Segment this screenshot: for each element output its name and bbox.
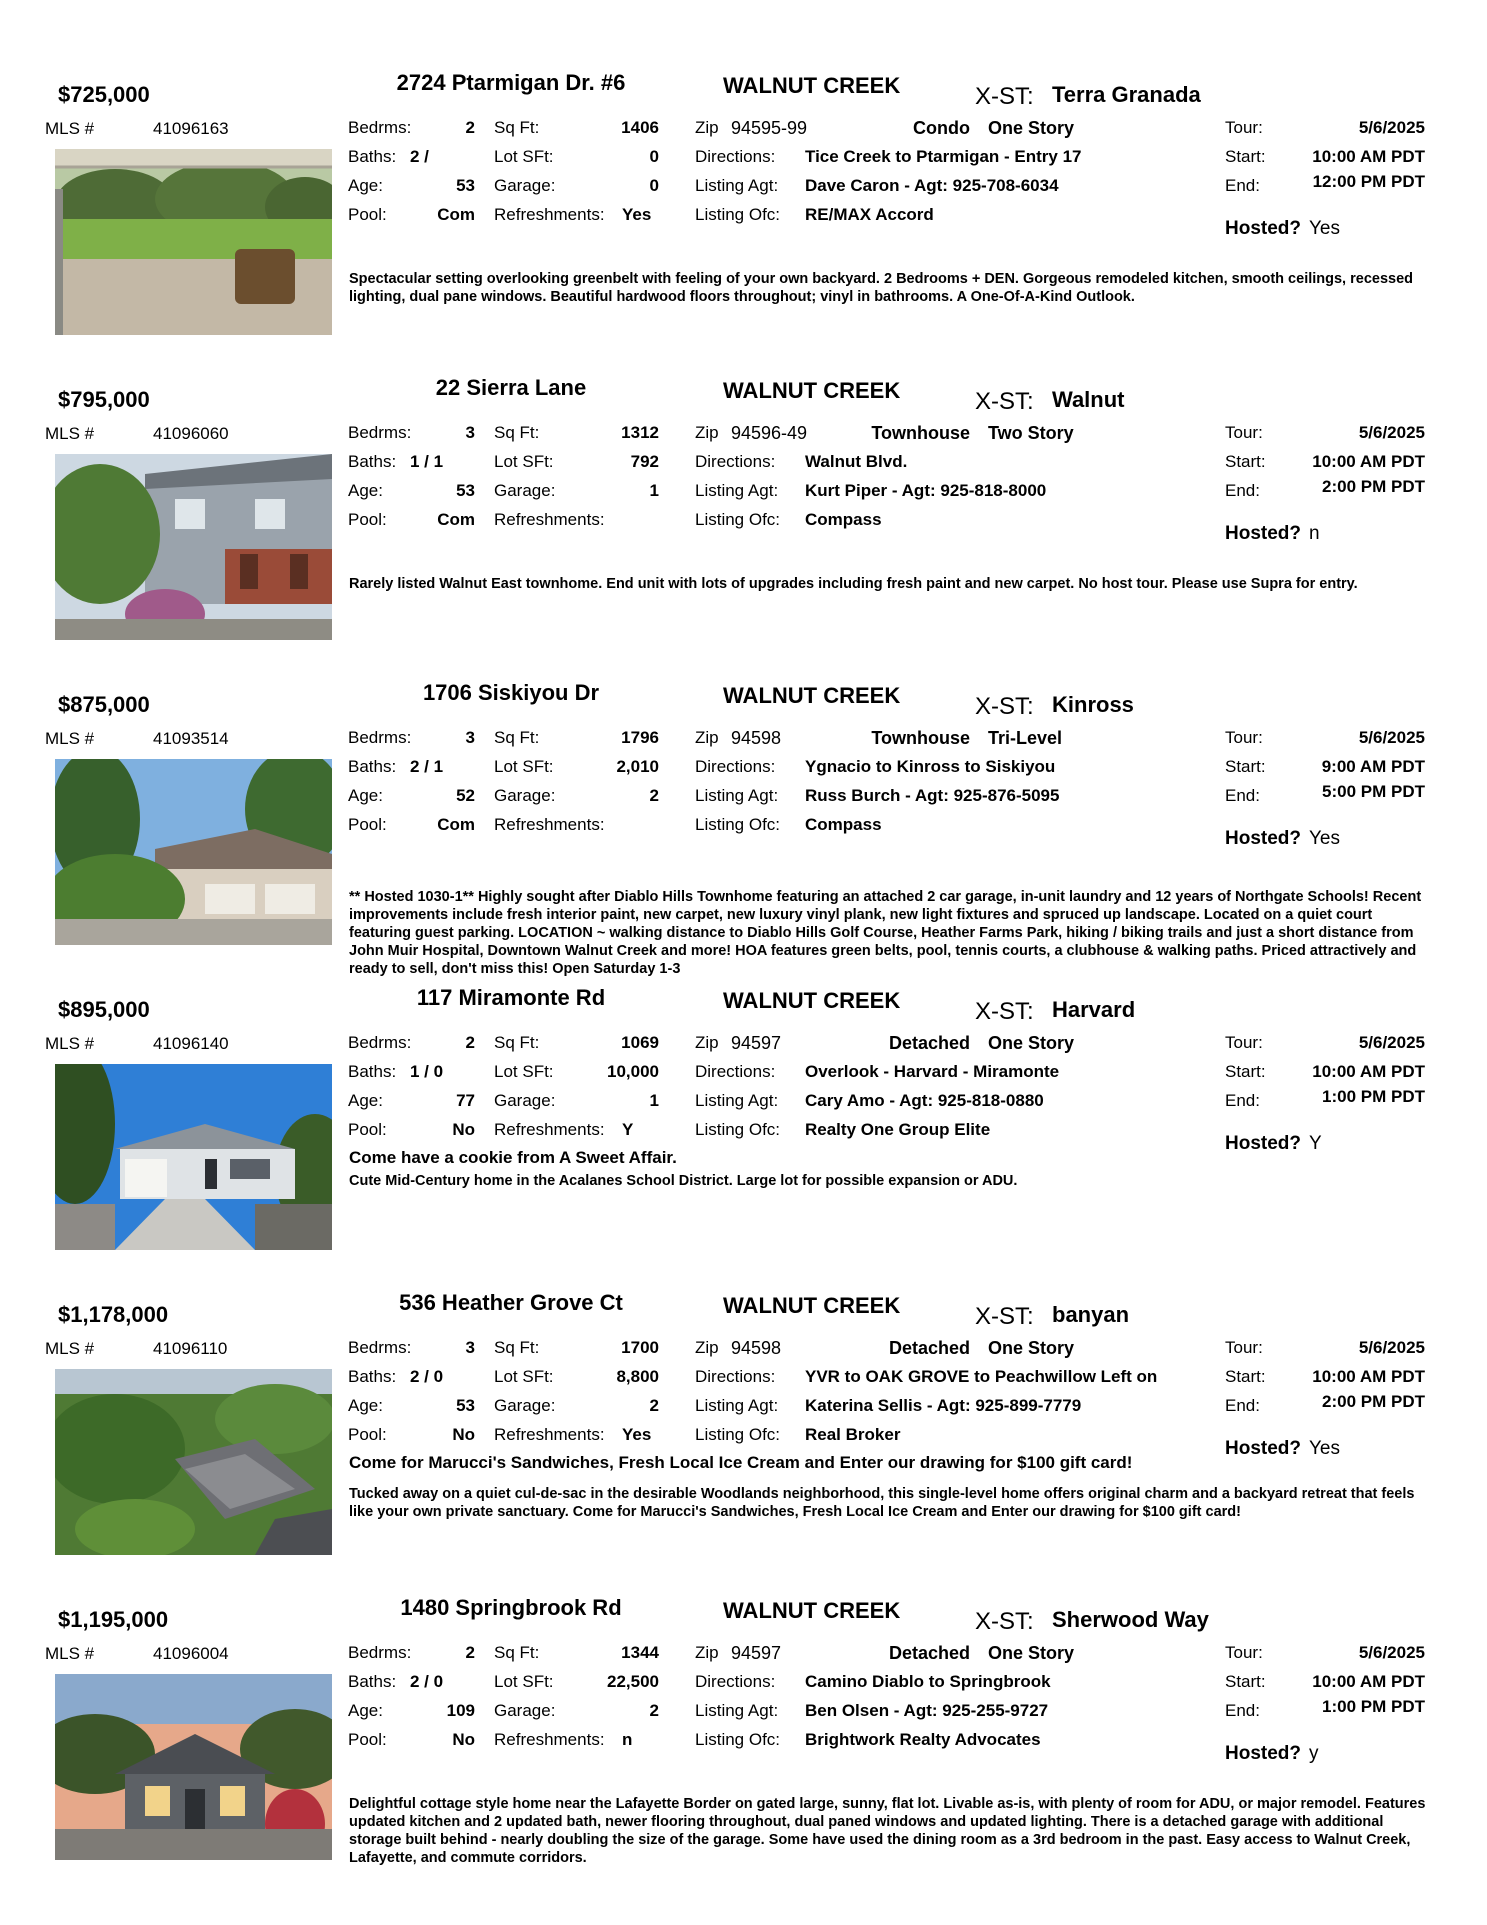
mls-number: 41096110: [153, 1339, 228, 1358]
start-label: Start:: [1225, 147, 1266, 166]
bedrms-value: 2: [465, 1033, 475, 1052]
start-time: 9:00 AM PDT: [1321, 757, 1425, 776]
sqft-label: Sq Ft:: [494, 1033, 540, 1052]
hosted-label: Hosted?: [1225, 523, 1301, 544]
pool-label: Pool:: [348, 1120, 387, 1139]
cross-street-label: X-ST:: [975, 83, 1034, 110]
listing-city: WALNUT CREEK: [723, 378, 901, 403]
garage-label: Garage:: [494, 176, 556, 195]
cross-street-label: X-ST:: [975, 1608, 1034, 1635]
refreshments-label: Refreshments:: [494, 510, 605, 529]
cross-street-label: X-ST:: [975, 1303, 1034, 1330]
end-time: 5:00 PM PDT: [1322, 782, 1425, 801]
listing-price: $795,000: [58, 387, 150, 412]
end-label: End:: [1225, 1396, 1260, 1415]
listing-photo: [55, 759, 332, 945]
listing-agent-value: Russ Burch - Agt: 925-876-5095: [805, 786, 1060, 805]
sqft-label: Sq Ft:: [494, 728, 540, 747]
refreshments-label: Refreshments:: [494, 1120, 605, 1139]
listing: [0, 70, 1487, 370]
hosted-label: Hosted?: [1225, 1133, 1301, 1154]
property-type: Detached: [888, 1338, 970, 1358]
listing-description: ** Hosted 1030-1** Highly sought after Diablo Hills Townhome featuring an attached 2 car garage, in-unit laundry and 12 years of Northgate Schools! Recent improvements include fresh interior paint, new carpet, new luxury vinyl plank, new light fixtures and spruced up landscape. Located on a quiet court featuring guest parking. LOCATION ~ walking distance to Diablo Hills Golf Course, Heather Farms Park, hiking / biking trails and just a short distance from John Muir Hospital, Downtown Walnut Creek and more! HOA features green belts, pool, tennis courts, a clubhouse & walking paths. Priced attractively and ready to sell, don't miss this! Open Saturday 1-3: [349, 889, 1422, 977]
age-value: 53: [456, 1396, 475, 1415]
listing-photo: [55, 1369, 332, 1555]
listing-agent-label: Listing Agt:: [695, 1091, 779, 1110]
directions-value: Camino Diablo to Springbrook: [805, 1672, 1051, 1691]
listing-city: WALNUT CREEK: [723, 1293, 901, 1318]
zip-value: 94595-99: [731, 118, 808, 138]
zip-value: 94597: [731, 1643, 782, 1663]
zip-label: Zip: [695, 1338, 719, 1357]
listing-description: Spectacular setting overlooking greenbelt with feeling of your own backyard. 2 Bedrooms + DEN. Gorgeous remodeled kitchen, smooth ceilings, recessed lighting, dual pane windows. Beautiful hardwood floors throughout; vinyl in bathrooms. A One-Of-A-Kind Outlook.: [349, 271, 1413, 305]
garage-value: 2: [649, 1701, 659, 1720]
hosted-value: Yes: [1309, 828, 1340, 849]
property-type: Condo: [913, 118, 970, 138]
zip-value: 94597: [731, 1033, 782, 1053]
hosted-label: Hosted?: [1225, 828, 1301, 849]
hosted-label: Hosted?: [1225, 1438, 1301, 1459]
cross-street-label: X-ST:: [975, 693, 1034, 720]
refreshments-label: Refreshments:: [494, 815, 605, 834]
lot-value: 0: [649, 147, 659, 166]
listing-office-value: Real Broker: [805, 1425, 901, 1444]
zip-label: Zip: [695, 728, 719, 747]
listing-price: $725,000: [58, 82, 150, 107]
property-style: One Story: [988, 1338, 1075, 1358]
baths-value: 1 / 0: [410, 1062, 444, 1081]
property-type: Townhouse: [871, 728, 970, 748]
hosted-row: [1225, 1438, 1340, 1460]
sqft-value: 1069: [621, 1033, 659, 1052]
bedrms-label: Bedrms:: [348, 1033, 412, 1052]
hosted-row: [1225, 218, 1340, 240]
zip-value: 94598: [731, 1338, 782, 1358]
hosted-value: Yes: [1309, 218, 1340, 239]
hosted-row: [1225, 1133, 1322, 1155]
property-type: Detached: [888, 1033, 970, 1053]
lot-label: Lot SFt:: [494, 452, 554, 471]
lot-label: Lot SFt:: [494, 1672, 554, 1691]
mls-label: MLS #: [45, 1034, 95, 1053]
age-label: Age:: [348, 176, 383, 195]
mls-label: MLS #: [45, 424, 95, 443]
garage-value: 0: [649, 176, 659, 195]
zip-value: 94596-49: [731, 423, 808, 443]
listing-address: 1480 Springbrook Rd: [400, 1595, 622, 1620]
end-label: End:: [1225, 176, 1260, 195]
hosted-row: [1225, 828, 1340, 850]
lot-label: Lot SFt:: [494, 1062, 554, 1081]
age-label: Age:: [348, 1701, 383, 1720]
cross-street: Terra Granada: [1052, 82, 1201, 107]
sqft-value: 1312: [621, 423, 659, 442]
baths-label: Baths:: [348, 147, 397, 166]
baths-label: Baths:: [348, 1672, 397, 1691]
cross-street-label: X-ST:: [975, 998, 1034, 1025]
listing-price: $895,000: [58, 997, 150, 1022]
sqft-value: 1700: [621, 1338, 659, 1357]
bedrms-value: 3: [465, 423, 475, 442]
age-label: Age:: [348, 786, 383, 805]
listing-office-label: Listing Ofc:: [695, 1120, 781, 1139]
mls-number: 41093514: [153, 729, 229, 748]
pool-label: Pool:: [348, 510, 387, 529]
listing-headline: Come for Marucci's Sandwiches, Fresh Local Ice Cream and Enter our drawing for $100 gift card!: [349, 1453, 1133, 1472]
mls-label: MLS #: [45, 729, 95, 748]
listing-agent-value: Cary Amo - Agt: 925-818-0880: [805, 1091, 1044, 1110]
listing-address: 22 Sierra Lane: [435, 375, 587, 400]
listing-agent-label: Listing Agt:: [695, 1701, 779, 1720]
listing-agent-label: Listing Agt:: [695, 481, 779, 500]
hosted-row: [1225, 1743, 1319, 1765]
start-time: 10:00 AM PDT: [1312, 452, 1425, 471]
refreshments-label: Refreshments:: [494, 1730, 605, 1749]
directions-value: Tice Creek to Ptarmigan - Entry 17: [805, 147, 1082, 166]
pool-value: No: [452, 1120, 475, 1139]
refreshments-label: Refreshments:: [494, 1425, 605, 1444]
pool-label: Pool:: [348, 1425, 387, 1444]
start-label: Start:: [1225, 757, 1266, 776]
directions-label: Directions:: [695, 1367, 776, 1386]
tour-date: 5/6/2025: [1358, 423, 1425, 442]
garage-value: 2: [649, 1396, 659, 1415]
property-style: One Story: [988, 1643, 1075, 1663]
refreshments-label: Refreshments:: [494, 205, 605, 224]
cross-street: Kinross: [1052, 692, 1134, 717]
start-label: Start:: [1225, 1672, 1266, 1691]
bedrms-label: Bedrms:: [348, 423, 412, 442]
listing-office-value: Realty One Group Elite: [805, 1120, 991, 1139]
tour-label: Tour:: [1225, 1338, 1263, 1357]
listing-agent-value: Katerina Sellis - Agt: 925-899-7779: [805, 1396, 1082, 1415]
property-style: Two Story: [988, 423, 1074, 443]
lot-label: Lot SFt:: [494, 1367, 554, 1386]
listing-photo: [55, 149, 332, 335]
listing-agent-label: Listing Agt:: [695, 786, 779, 805]
lot-label: Lot SFt:: [494, 757, 554, 776]
tour-date: 5/6/2025: [1358, 118, 1425, 137]
mls-number: 41096140: [153, 1034, 229, 1053]
baths-value: 2 / 0: [410, 1672, 444, 1691]
bedrms-value: 2: [465, 1643, 475, 1662]
listing: [0, 375, 1487, 675]
listing-office-label: Listing Ofc:: [695, 1425, 781, 1444]
listing-price: $1,178,000: [58, 1302, 169, 1327]
garage-label: Garage:: [494, 481, 556, 500]
hosted-row: [1225, 523, 1320, 545]
listing: [0, 1595, 1487, 1895]
listing-address: 1706 Siskiyou Dr: [422, 680, 600, 705]
listing-price: $1,195,000: [58, 1607, 169, 1632]
start-time: 10:00 AM PDT: [1312, 1672, 1425, 1691]
listing-city: WALNUT CREEK: [723, 683, 901, 708]
tour-label: Tour:: [1225, 423, 1263, 442]
start-time: 10:00 AM PDT: [1312, 147, 1425, 166]
start-time: 10:00 AM PDT: [1312, 1367, 1425, 1386]
mls-label: MLS #: [45, 1644, 95, 1663]
age-value: 52: [456, 786, 475, 805]
cross-street-label: X-ST:: [975, 388, 1034, 415]
refreshments-value: Yes: [622, 1425, 652, 1444]
sqft-value: 1344: [621, 1643, 659, 1662]
cross-street: Sherwood Way: [1052, 1607, 1209, 1632]
garage-value: 2: [649, 786, 659, 805]
listing-agent-value: Dave Caron - Agt: 925-708-6034: [805, 176, 1059, 195]
zip-label: Zip: [695, 118, 719, 137]
age-label: Age:: [348, 481, 383, 500]
baths-label: Baths:: [348, 452, 397, 471]
property-style: One Story: [988, 118, 1075, 138]
age-value: 109: [446, 1701, 475, 1720]
lot-value: 22,500: [607, 1672, 659, 1691]
garage-value: 1: [649, 481, 659, 500]
property-type: Detached: [888, 1643, 970, 1663]
listing-description: Delightful cottage style home near the Lafayette Border on gated large, sunny, flat lot. Livable as-is, with plenty of room for ADU, or major remodel. Features updated kitchen and 2 updated bath, newer flooring throughout, dual paned windows and updated lighting. There is a detached garage with additional storage built behind - nearly doubling the size of the garage. Some have used the dining room as a 3rd bedroom in the past. Easy access to Walnut Creek, Lafayette, and commute corridors.: [349, 1796, 1426, 1866]
listing: [0, 985, 1487, 1285]
property-style: One Story: [988, 1033, 1075, 1053]
bedrms-value: 3: [465, 728, 475, 747]
bedrms-label: Bedrms:: [348, 728, 412, 747]
listing-office-value: Compass: [805, 510, 882, 529]
listing-office-label: Listing Ofc:: [695, 205, 781, 224]
listing-agent-value: Ben Olsen - Agt: 925-255-9727: [805, 1701, 1049, 1720]
end-time: 1:00 PM PDT: [1322, 1697, 1425, 1716]
hosted-value: n: [1309, 523, 1320, 544]
mls-number: 41096004: [153, 1644, 229, 1663]
listing-photo: [55, 1674, 332, 1860]
listing-description: Cute Mid-Century home in the Acalanes School District. Large lot for possible expansion or ADU.: [349, 1173, 1018, 1189]
sqft-value: 1406: [621, 118, 659, 137]
listing-office-label: Listing Ofc:: [695, 510, 781, 529]
lot-value: 2,010: [616, 757, 659, 776]
age-label: Age:: [348, 1396, 383, 1415]
directions-label: Directions:: [695, 452, 776, 471]
pool-value: Com: [437, 815, 475, 834]
listing-address: 117 Miramonte Rd: [416, 985, 606, 1010]
pool-label: Pool:: [348, 1730, 387, 1749]
garage-label: Garage:: [494, 1091, 556, 1110]
directions-label: Directions:: [695, 757, 776, 776]
listing-description: Tucked away on a quiet cul-de-sac in the desirable Woodlands neighborhood, this single-level home offers original charm and a backyard retreat that feels like your own private sanctuary. Come for Marucci's Sandwiches, Fresh Local Ice Cream and Enter our drawing for $100 gift card!: [349, 1486, 1415, 1520]
bedrms-label: Bedrms:: [348, 1338, 412, 1357]
start-time: 10:00 AM PDT: [1312, 1062, 1425, 1081]
listing-agent-label: Listing Agt:: [695, 1396, 779, 1415]
cross-street: Walnut: [1052, 387, 1125, 412]
directions-value: YVR to OAK GROVE to Peachwillow Left on: [805, 1367, 1158, 1386]
mls-number: 41096163: [153, 119, 229, 138]
listing-description: Rarely listed Walnut East townhome. End unit with lots of upgrades including fresh paint and new carpet. No host tour. Please use Supra for entry.: [349, 576, 1358, 592]
hosted-value: Yes: [1309, 1438, 1340, 1459]
bedrms-label: Bedrms:: [348, 1643, 412, 1662]
mls-label: MLS #: [45, 119, 95, 138]
baths-label: Baths:: [348, 757, 397, 776]
property-style: Tri-Level: [988, 728, 1063, 748]
hosted-value: y: [1309, 1743, 1319, 1764]
baths-value: 2 / 1: [410, 757, 444, 776]
end-time: 2:00 PM PDT: [1322, 1392, 1425, 1411]
listing-office-value: Compass: [805, 815, 882, 834]
baths-label: Baths:: [348, 1062, 397, 1081]
tour-date: 5/6/2025: [1358, 1033, 1425, 1052]
lot-value: 8,800: [616, 1367, 659, 1386]
zip-label: Zip: [695, 1033, 719, 1052]
zip-value: 94598: [731, 728, 782, 748]
pool-label: Pool:: [348, 205, 387, 224]
start-label: Start:: [1225, 1062, 1266, 1081]
listing-photo: [55, 454, 332, 640]
end-time: 2:00 PM PDT: [1322, 477, 1425, 496]
listing-office-value: Brightwork Realty Advocates: [805, 1730, 1041, 1749]
mls-number: 41096060: [153, 424, 229, 443]
tour-date: 5/6/2025: [1358, 1338, 1425, 1357]
bedrms-label: Bedrms:: [348, 118, 412, 137]
tour-date: 5/6/2025: [1358, 1643, 1425, 1662]
baths-value: 1 / 1: [410, 452, 444, 471]
baths-value: 2 / 0: [410, 1367, 444, 1386]
directions-value: Ygnacio to Kinross to Siskiyou: [805, 757, 1056, 776]
end-time: 12:00 PM PDT: [1312, 172, 1425, 191]
listing-photo: [55, 1064, 332, 1250]
listing-city: WALNUT CREEK: [723, 1598, 901, 1623]
zip-label: Zip: [695, 1643, 719, 1662]
listing: [0, 680, 1487, 980]
age-value: 53: [456, 481, 475, 500]
age-value: 77: [456, 1091, 475, 1110]
listing-headline: Come have a cookie from A Sweet Affair.: [349, 1148, 677, 1167]
directions-label: Directions:: [695, 147, 776, 166]
garage-value: 1: [649, 1091, 659, 1110]
sqft-label: Sq Ft:: [494, 118, 540, 137]
directions-value: Overlook - Harvard - Miramonte: [805, 1062, 1060, 1081]
lot-label: Lot SFt:: [494, 147, 554, 166]
cross-street: Harvard: [1052, 997, 1136, 1022]
lot-value: 792: [630, 452, 659, 471]
listing-office-label: Listing Ofc:: [695, 815, 781, 834]
directions-label: Directions:: [695, 1062, 776, 1081]
pool-value: Com: [437, 510, 475, 529]
pool-label: Pool:: [348, 815, 387, 834]
garage-label: Garage:: [494, 1701, 556, 1720]
tour-date: 5/6/2025: [1358, 728, 1425, 747]
start-label: Start:: [1225, 1367, 1266, 1386]
directions-value: Walnut Blvd.: [805, 452, 908, 471]
bedrms-value: 2: [465, 118, 475, 137]
listing-address: 536 Heather Grove Ct: [399, 1290, 623, 1315]
age-value: 53: [456, 176, 475, 195]
lot-value: 10,000: [607, 1062, 659, 1081]
refreshments-value: n: [622, 1730, 633, 1749]
sqft-label: Sq Ft:: [494, 423, 540, 442]
property-type: Townhouse: [871, 423, 970, 443]
listing-office-value: RE/MAX Accord: [805, 205, 934, 224]
end-label: End:: [1225, 1701, 1260, 1720]
pool-value: Com: [437, 205, 475, 224]
end-label: End:: [1225, 1091, 1260, 1110]
listing-office-label: Listing Ofc:: [695, 1730, 781, 1749]
tour-label: Tour:: [1225, 728, 1263, 747]
sqft-label: Sq Ft:: [494, 1643, 540, 1662]
age-label: Age:: [348, 1091, 383, 1110]
listing-city: WALNUT CREEK: [723, 73, 901, 98]
end-time: 1:00 PM PDT: [1322, 1087, 1425, 1106]
hosted-label: Hosted?: [1225, 1743, 1301, 1764]
zip-label: Zip: [695, 423, 719, 442]
baths-value: 2 /: [410, 147, 429, 166]
garage-label: Garage:: [494, 1396, 556, 1415]
listing-price: $875,000: [58, 692, 150, 717]
bedrms-value: 3: [465, 1338, 475, 1357]
sqft-value: 1796: [621, 728, 659, 747]
start-label: Start:: [1225, 452, 1266, 471]
tour-label: Tour:: [1225, 1643, 1263, 1662]
mls-label: MLS #: [45, 1339, 95, 1358]
hosted-value: Y: [1309, 1133, 1322, 1154]
listing-address: 2724 Ptarmigan Dr. #6: [396, 70, 626, 95]
directions-label: Directions:: [695, 1672, 776, 1691]
tour-label: Tour:: [1225, 1033, 1263, 1052]
refreshments-value: Y: [622, 1120, 634, 1139]
garage-label: Garage:: [494, 786, 556, 805]
end-label: End:: [1225, 786, 1260, 805]
pool-value: No: [452, 1730, 475, 1749]
listing-city: WALNUT CREEK: [723, 988, 901, 1013]
pool-value: No: [452, 1425, 475, 1444]
cross-street: banyan: [1052, 1302, 1130, 1327]
refreshments-value: Yes: [622, 205, 652, 224]
end-label: End:: [1225, 481, 1260, 500]
listing-agent-label: Listing Agt:: [695, 176, 779, 195]
baths-label: Baths:: [348, 1367, 397, 1386]
listing-agent-value: Kurt Piper - Agt: 925-818-8000: [805, 481, 1047, 500]
hosted-label: Hosted?: [1225, 218, 1301, 239]
listing: [0, 1290, 1487, 1590]
tour-label: Tour:: [1225, 118, 1263, 137]
sqft-label: Sq Ft:: [494, 1338, 540, 1357]
